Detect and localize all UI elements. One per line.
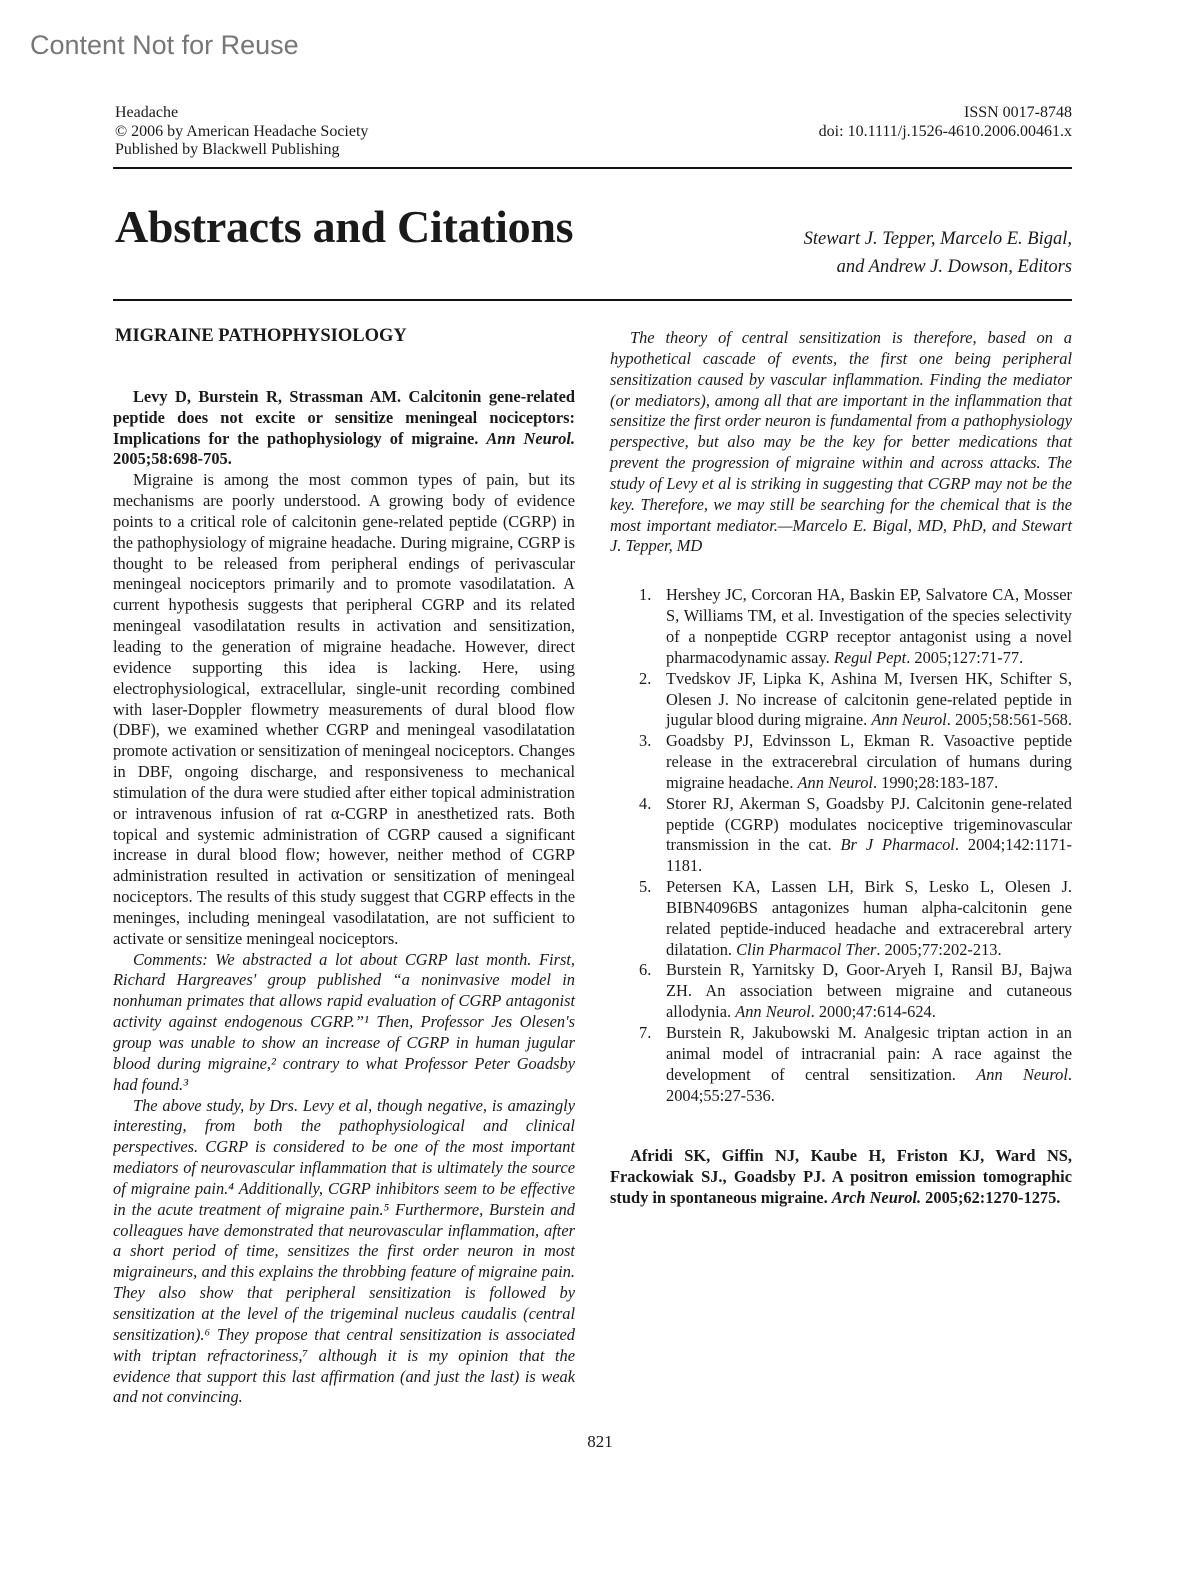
reference-item (639, 960, 1072, 1023)
reference-text: Storer RJ, Akerman S, Goadsby PJ. Calcitonin gene-related peptide (CGRP) modulates nociceptive trigeminovascular transmission in the cat. (666, 793, 1072, 855)
page-number: 821 (587, 1432, 613, 1451)
reference-number: 5. (639, 877, 652, 897)
reference-journal: Ann Neurol (871, 710, 947, 730)
title-rule (113, 299, 1072, 301)
reference-number: 4. (639, 793, 652, 813)
copyright: © 2006 by American Headache Society (115, 122, 369, 140)
citation-volume: 2005;58:698-705. (113, 449, 232, 469)
reference-text: Burstein R, Jakubowski M. Analgesic triptan action in an animal model of intracranial pain: A race against the development of central sensitization. (666, 1023, 1072, 1084)
reference-volume: . 2004;55:27-536. (666, 1064, 1072, 1105)
editors (804, 225, 1072, 281)
header-rule (113, 167, 1072, 169)
abstract-text: Migraine is among the most common types of pain, but its mechanisms are poorly understood. A growing body of evidence points to a critical role of calcitonin gene-related peptide (CGRP) in the pathophysiology of migraine headache. During migraine, CGRP is thought to be released from peripheral endings of perivascular meningeal nociceptors primarily and to promote vasodilatation. A current hypothesis suggests that peripheral CGRP and its related meningeal vasodilatation results in activation and sensitization, leading to the generation of migraine headache. However, direct evidence supporting this idea is lacking. Here, using electrophysiological, extracellular, single-unit recording combined with laser-Doppler flowmetry measurements of dural blood flow (DBF), we examined whether CGRP and meningeal vasodilatation promote activation or sensitization of meningeal nociceptors. Changes in DBF, ongoing discharge, and responsiveness to mechanical stimulation of the dura were studied after either topical administration or intravenous infusion of rat α-CGRP in anesthetized rats. Both topical and systemic administration of CGRP caused a significant increase in dural blood flow; however, neither method of CGRP administration resulted in activation or sensitization of meningeal nociceptors. The results of this study suggest that CGRP effects in the meninges, including meningeal vasodilatation, are not sufficient to activate or sensitize meningeal nociceptors. (113, 470, 575, 948)
reference-journal: Ann Neurol (797, 772, 873, 792)
reference-text: Hershey JC, Corcoran HA, Baskin EP, Salvatore CA, Mosser S, Williams TM, et al. Investigation of the species selectivity of a nonpeptide CGRP receptor antagonist using a novel pharmacodynamic assay. (666, 585, 1072, 667)
editors-line-1: Stewart J. Tepper, Marcelo E. Bigal, (803, 229, 1072, 249)
reference-volume: . 2005;127:71-77. (906, 647, 1024, 667)
citation-journal: Ann Neurol. (486, 428, 575, 448)
reference-number: 6. (639, 960, 652, 980)
reference-item (639, 877, 1072, 960)
reference-number: 2. (639, 668, 652, 688)
citation-journal: Arch Neurol. (831, 1188, 922, 1208)
reference-item (639, 793, 1072, 877)
journal-name: Headache (115, 104, 179, 121)
doi: doi: 10.1111/j.1526-4610.2006.00461.x (818, 122, 1072, 140)
reference-journal: Ann Neurol (735, 1002, 811, 1022)
reference-journal: Clin Pharmacol Ther (736, 939, 877, 959)
article-citation-2 (610, 1146, 1072, 1209)
reference-number: 1. (639, 585, 652, 605)
reference-volume: . 2005;77:202-213. (876, 939, 1002, 959)
reference-text: Tvedskov JF, Lipka K, Ashina M, Iversen HK, Schifter S, Olesen J. No increase of calcitonin gene-related peptide in jugular blood during migraine. (666, 668, 1072, 730)
reference-text: Burstein R, Yarnitsky D, Goor-Aryeh I, Ransil BJ, Bajwa ZH. An association between migraine and cutaneous allodynia. (666, 960, 1072, 1022)
reference-text: Goadsby PJ, Edvinsson L, Ekman R. Vasoactive peptide release in the extracerebral circulation of humans during migraine headache. (666, 731, 1072, 792)
comment-paragraph-2: The above study, by Drs. Levy et al, though negative, is amazingly interesting, from both the pathophysiological and clinical perspectives. CGRP is considered to be one of the most important mediators of neurovascular inflammation that is ultimately the source of migraine pain.⁴ Additionally, CGRP inhibitors seem to be effective in the acute treatment of migraine pain.⁵ Furthermore, Burstein and colleagues have demonstrated that neurovascular inflammation, after a short period of time, sensitizes the first order neuron in most migraineurs, and this explains the throbbing feature of migraine pain. They also show that peripheral sensitization is followed by sensitization at the level of the trigeminal nucleus caudalis (central sensitization).⁶ They propose that central sensitization is associated with triptan refractoriness,⁷ although it is my opinion that the evidence that support this last affirmation (and just the last) is weak and not convincing. (113, 1095, 575, 1407)
reference-item (639, 731, 1072, 794)
reference-journal: Ann Neurol (976, 1064, 1068, 1084)
issn: ISSN 0017-8748 (963, 104, 1072, 121)
reference-list (610, 585, 1072, 1106)
publisher: Published by Blackwell Publishing (115, 141, 340, 158)
reference-volume: . 2000;47:614-624. (810, 1002, 936, 1022)
journal-header (115, 104, 368, 160)
reference-volume: . 2004;142:1171-1181. (666, 835, 1072, 876)
left-column (113, 326, 575, 1533)
watermark: Content Not for Reuse (30, 30, 299, 60)
reference-text: Petersen KA, Lassen LH, Birk S, Lesko L, Olesen J. BIBN4096BS antagonizes human alpha-calcitonin gene related peptide-induced headache and extracerebral artery dilatation. (666, 877, 1072, 959)
reference-number: 3. (639, 731, 652, 751)
comment-paragraph-3: The theory of central sensitization is therefore, based on a hypothetical cascade of events, the first one being peripheral sensitization caused by vascular inflammation. Finding the mediator (or mediators), among all that are important in the inflammation that sensitize the first order neuron is fundamental from a pathophysiology perspective, but also may be the key for better medications that prevent the progression of migraine within and across attacks. The study of Levy et al is striking in suggesting that CGRP may not be the key. Therefore, we may still be searching for the chemical that is the most important mediator.—Marcelo E. Bigal, MD, PhD, and Stewart J. Tepper, MD (610, 328, 1072, 556)
reference-journal: Br J Pharmacol (840, 835, 955, 855)
page-title: Abstracts and Citations (115, 201, 574, 252)
section-heading: MIGRAINE PATHOPHYSIOLOGY (115, 326, 407, 346)
reference-volume: . 2005;58:561-568. (946, 710, 1072, 730)
reference-item (639, 585, 1072, 668)
editors-line-2: and Andrew J. Dowson, Editors (836, 257, 1072, 277)
article-citation (113, 387, 575, 470)
comment-paragraph-1: Comments: We abstracted a lot about CGRP last month. First, Richard Hargreaves' group published “a noninvasive model in nonhuman primates that allows rapid evaluation of CGRP antagonist activity against endogenous CGRP.”¹ Then, Professor Jes Olesen's group was unable to show an increase of CGRP in human jugular blood during migraine,² contrary to what Professor Peter Goadsby had found.³ (113, 949, 575, 1094)
citation-volume: 2005;62:1270-1275. (925, 1188, 1061, 1208)
reference-item (639, 668, 1072, 732)
citation-text: Afridi SK, Giffin NJ, Kaube H, Friston KJ, Ward NS, Frackowiak SJ., Goadsby PJ. A positron emission tomographic study in spontaneous migraine. (610, 1146, 1072, 1208)
reference-volume: . 1990;28:183-187. (872, 772, 999, 792)
journal-identifiers (819, 104, 1072, 141)
reference-journal: Regul Pept (833, 647, 907, 667)
reference-number: 7. (639, 1023, 652, 1042)
right-column (610, 328, 1072, 1209)
citation-text: Levy D, Burstein R, Strassman AM. Calcitonin gene-related peptide does not excite or sensitize meningeal nociceptors: Implications for the pathophysiology of migraine. (113, 386, 575, 448)
reference-item (639, 1023, 1072, 1106)
